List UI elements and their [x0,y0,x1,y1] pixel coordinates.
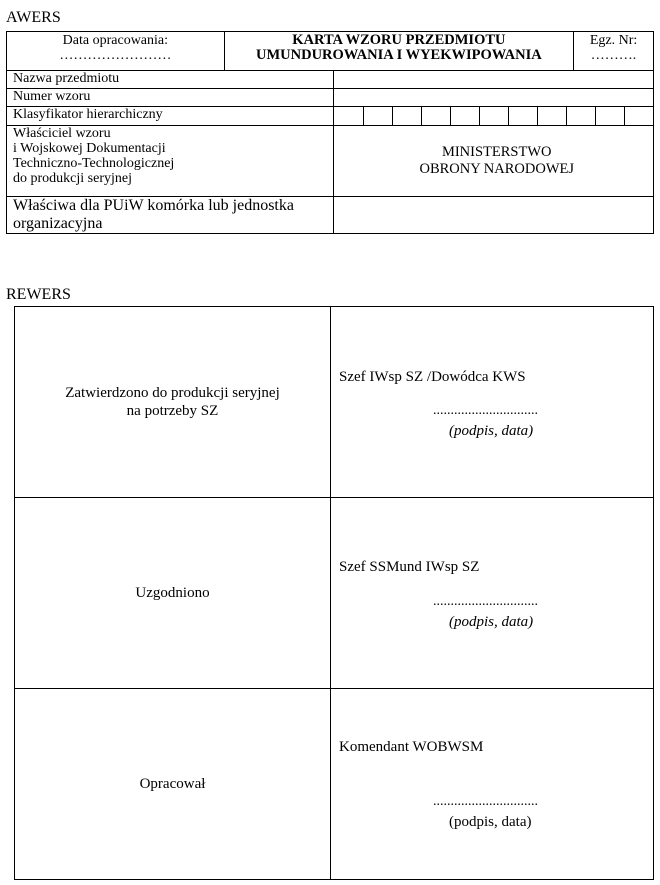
prepared-signature-line[interactable]: .............................. [433,794,538,809]
owner-label-line3: Techniczno-Technologicznej [13,156,175,171]
unit-value[interactable] [334,197,654,234]
classifier-cells[interactable] [334,107,654,126]
owner-value-line1: MINISTERSTWO [441,144,552,160]
approval-signature-caption: (podpis, data) [449,423,534,439]
unit-label-line1: Właściwa dla PUiW komórka lub jednostka [13,197,294,214]
rewers-table [14,306,654,880]
title-cell [224,32,573,71]
owner-label-line1: Właściciel wzoru [13,126,111,141]
owner-label [7,126,334,197]
pattern-number-label: Numer wzoru [7,89,334,107]
prepared-left-cell [15,689,331,879]
date-dots: …………………… [59,48,172,63]
copy-number-cell [574,32,654,71]
agreement-left-cell [15,498,331,688]
copy-label: Egz. Nr: [589,33,638,48]
approval-section [15,307,653,498]
approval-label-line2: na potrzeby SZ [126,403,219,419]
approval-left-cell [15,307,331,497]
approval-label-line1: Zatwierdzono do produkcji seryjnej [65,385,280,401]
agreement-section [15,498,653,689]
owner-label-line2: i Wojskowej Dokumentacji [13,141,166,156]
agreement-role: Szef SSMund IWsp SZ [339,559,480,575]
agreement-right-cell [331,498,653,688]
agreement-signature-caption: (podpis, data) [449,614,534,630]
date-cell [7,32,225,71]
awers-heading: AWERS [6,9,61,26]
pattern-number-value[interactable] [334,89,654,107]
item-name-value[interactable] [334,71,654,89]
copy-dots: ………. [590,48,637,63]
unit-label [7,197,334,234]
awers-form-table [6,31,654,234]
approval-signature-line[interactable]: .............................. [433,403,538,418]
classifier-label: Klasyfikator hierarchiczny [7,107,334,126]
form-title-line2: UMUNDUROWANIA I WYEKWIPOWANIA [256,47,542,63]
owner-value-line2: OBRONY NARODOWEJ [419,161,574,177]
rewers-heading: REWERS [6,286,71,303]
unit-label-line2: organizacyjna [13,215,103,232]
prepared-label: Opracował [139,776,206,792]
agreement-signature-line[interactable]: .............................. [433,594,538,609]
prepared-section [15,689,653,879]
owner-value [334,126,654,197]
prepared-right-cell [331,689,653,879]
form-title-line1: KARTA WZORU PRZEDMIOTU [292,32,506,48]
prepared-signature-caption: (podpis, data) [449,814,532,830]
agreement-label: Uzgodniono [135,585,210,601]
approval-right-cell [331,307,653,497]
approval-role: Szef IWsp SZ /Dowódca KWS [339,369,526,385]
prepared-role: Komendant WOBWSM [339,739,484,755]
item-name-label: Nazwa przedmiotu [7,71,334,89]
owner-label-line4: do produkcji seryjnej [13,171,132,186]
date-label: Data opracowania: [62,33,169,48]
